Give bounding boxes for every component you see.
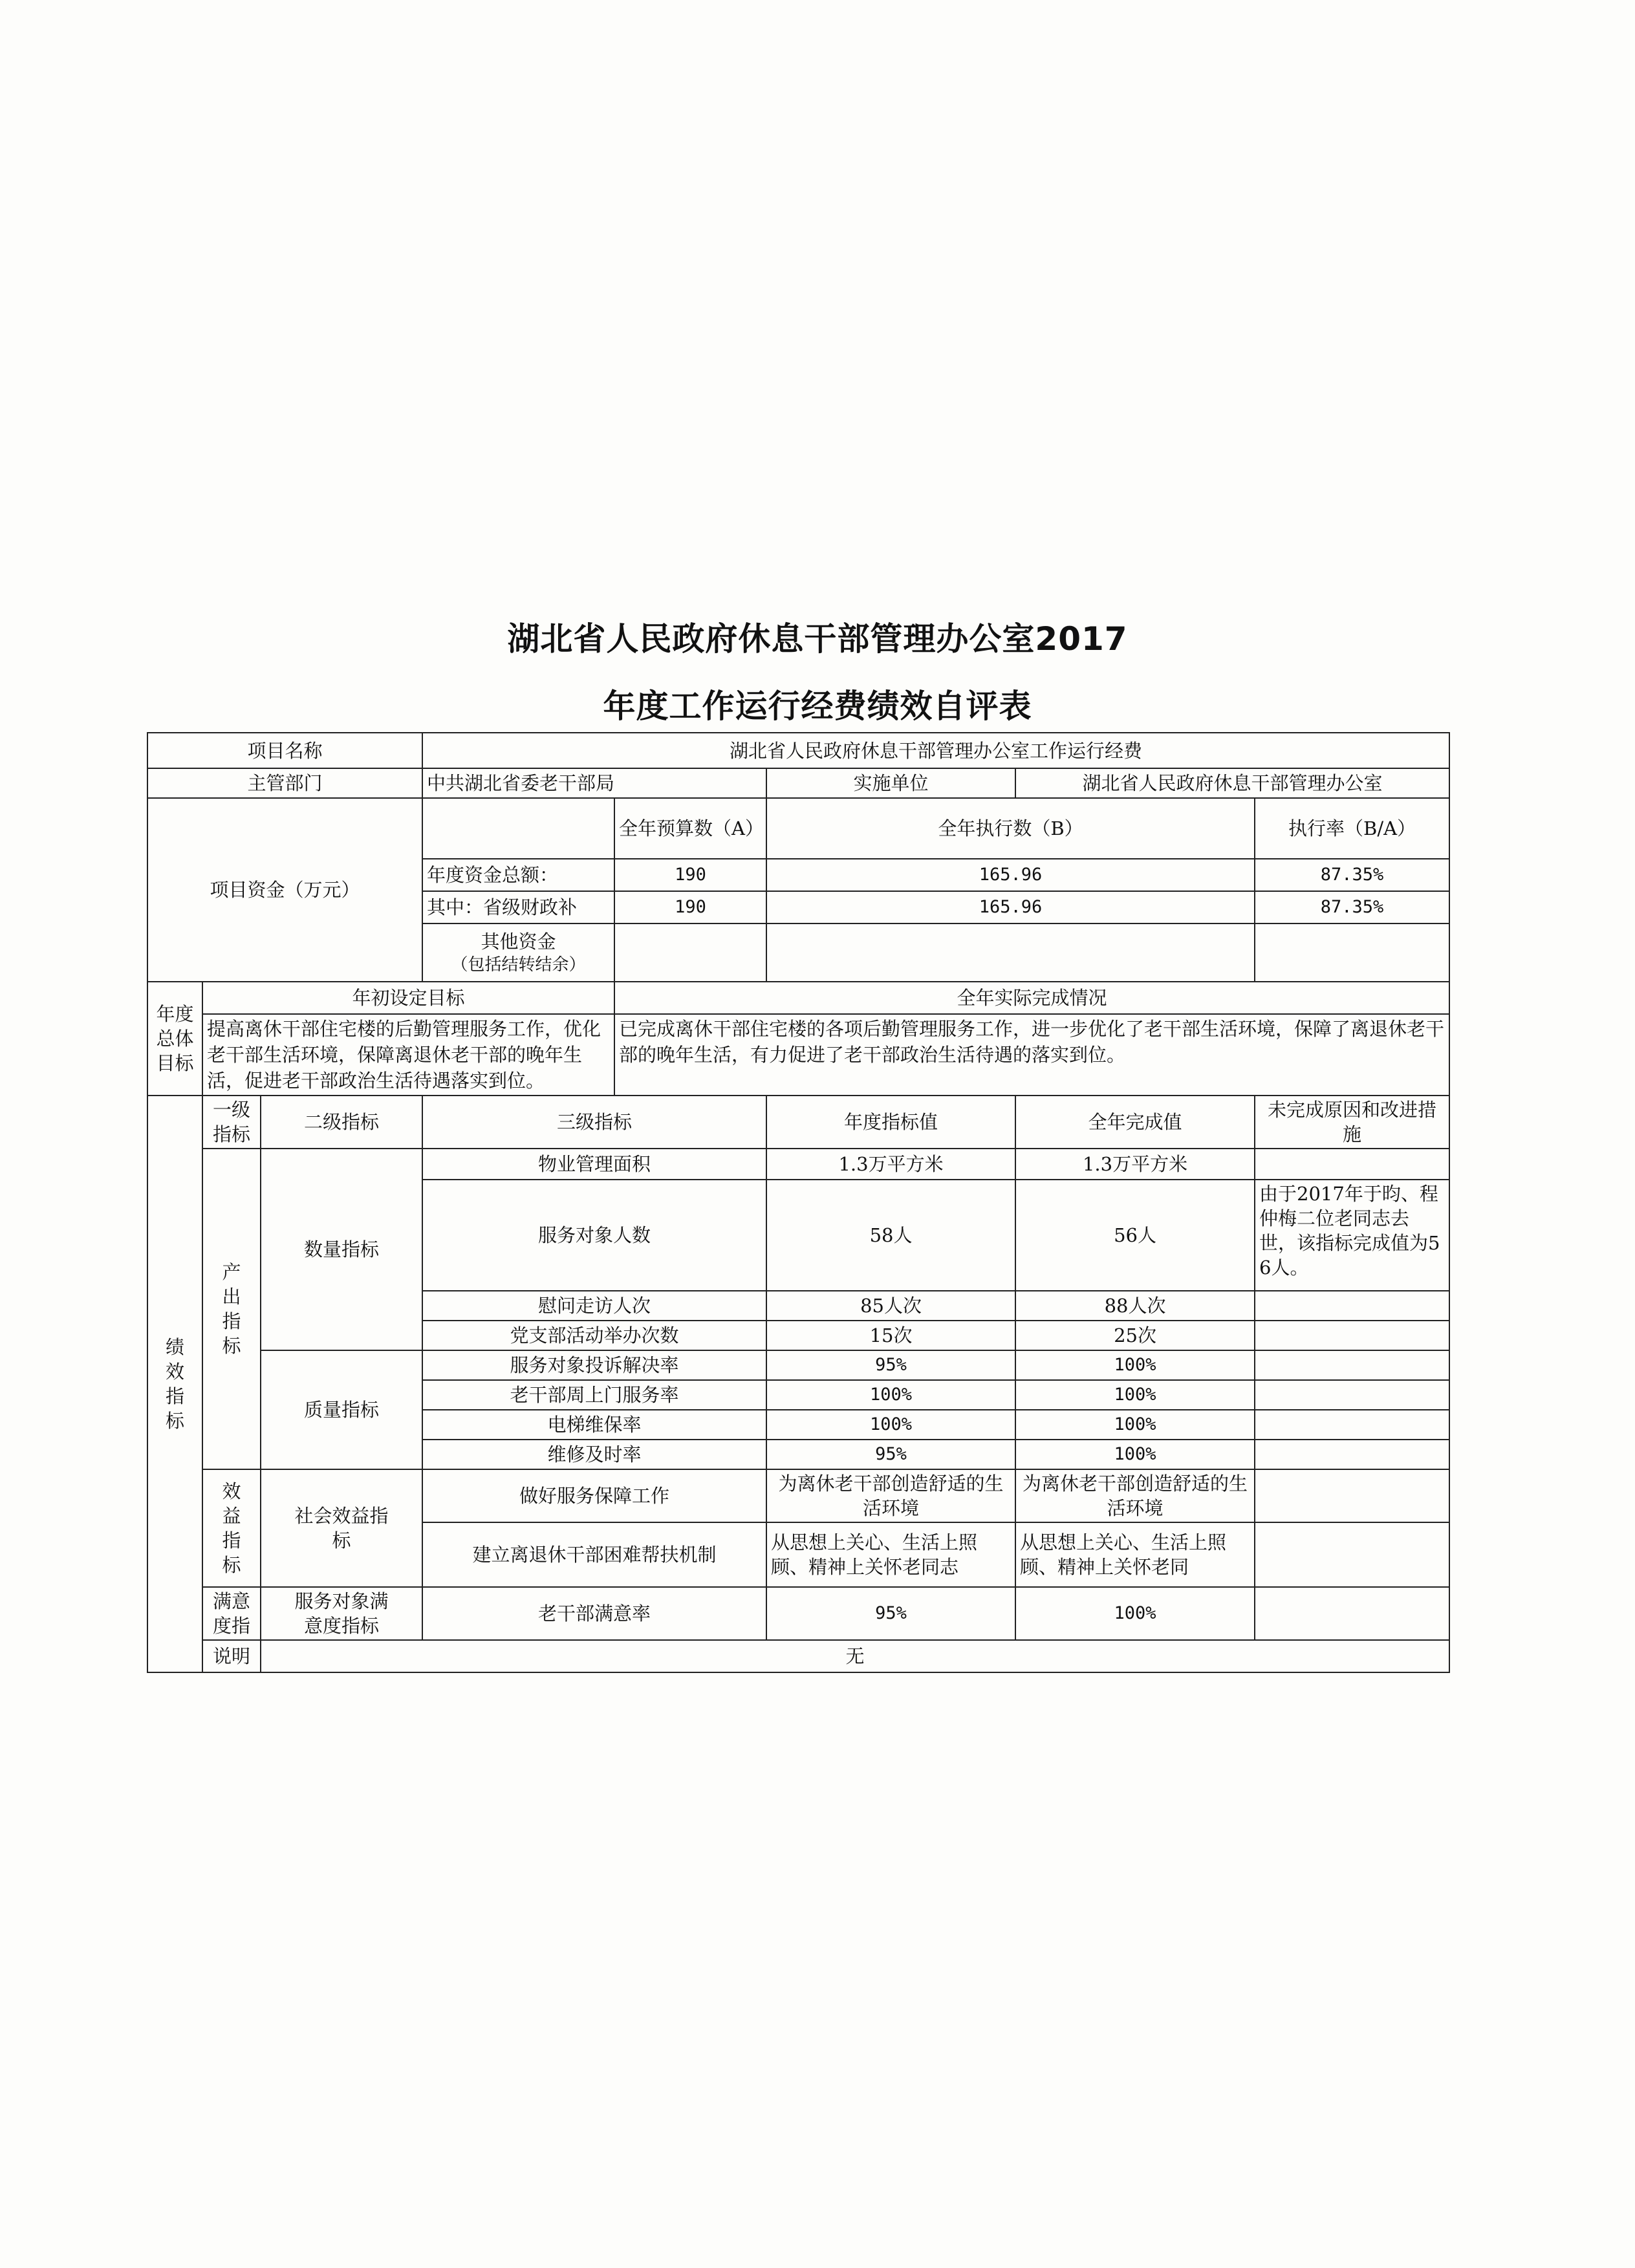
funds-row-rate: 87.35% (1255, 891, 1449, 923)
metric-name: 做好服务保障工作 (422, 1469, 766, 1522)
dept-value: 中共湖北省委老干部局 (422, 768, 766, 798)
goals-header-actual: 全年实际完成情况 (614, 982, 1449, 1014)
funds-row-rate: 87.35% (1255, 859, 1449, 891)
metric-name: 老干部满意率 (422, 1587, 766, 1640)
metric-reason (1255, 1410, 1449, 1440)
perf-header-reason: 未完成原因和改进措施 (1255, 1096, 1449, 1149)
perf-header-target: 年度指标值 (766, 1096, 1015, 1149)
perf-header-l1: 一级指标 (202, 1096, 261, 1149)
metric-target: 95% (766, 1440, 1015, 1469)
metric-done: 100% (1015, 1410, 1255, 1440)
metric-target: 95% (766, 1587, 1015, 1640)
metric-target: 15次 (766, 1321, 1015, 1350)
evaluation-table (147, 732, 1450, 1673)
goals-actual-text: 已完成离休干部住宅楼的各项后勤管理服务工作，进一步优化了老干部生活环境，保障了离退休老干部的晚年生活，有力促进了老干部政治生活待遇的落实到位。 (614, 1014, 1449, 1096)
metric-name: 慰问走访人次 (422, 1291, 766, 1321)
l1-output-label: 产出指标 (202, 1149, 261, 1469)
funds-row-name: 年度资金总额： (422, 859, 614, 891)
metric-done: 100% (1015, 1350, 1255, 1380)
metric-reason (1255, 1149, 1449, 1180)
metric-name: 物业管理面积 (422, 1149, 766, 1180)
funds-row-rate (1255, 923, 1449, 982)
metric-reason (1255, 1440, 1449, 1469)
note-value: 无 (261, 1640, 1449, 1672)
metric-target: 85人次 (766, 1291, 1015, 1321)
metric-done: 56人 (1015, 1180, 1255, 1291)
l1-satisfaction-label: 满意度指 (202, 1587, 261, 1640)
perf-header-l3: 三级指标 (422, 1096, 766, 1149)
other-funds-label: 其他资金 (481, 931, 556, 953)
metric-name: 维修及时率 (422, 1440, 766, 1469)
funds-row-budget: 190 (614, 891, 766, 923)
l2-satisfaction-label: 服务对象满意度指标 (261, 1587, 422, 1640)
perf-header-done: 全年完成值 (1015, 1096, 1255, 1149)
metric-target: 100% (766, 1380, 1015, 1410)
metric-reason (1255, 1587, 1449, 1640)
funds-label: 项目资金（万元） (147, 798, 422, 982)
funds-row-name (422, 923, 614, 982)
l2-social-label: 社会效益指标 (261, 1469, 422, 1587)
metric-done: 100% (1015, 1440, 1255, 1469)
goals-header-set: 年初设定目标 (202, 982, 614, 1014)
metric-done: 88人次 (1015, 1291, 1255, 1321)
metric-done: 100% (1015, 1587, 1255, 1640)
funds-header-blank (422, 798, 614, 859)
metric-target: 为离休老干部创造舒适的生活环境 (766, 1469, 1015, 1522)
metric-target: 58人 (766, 1180, 1015, 1291)
metric-reason: 由于2017年于昀、程仲梅二位老同志去世，该指标完成值为56人。 (1255, 1180, 1449, 1291)
metric-name: 老干部周上门服务率 (422, 1380, 766, 1410)
metric-done: 100% (1015, 1380, 1255, 1410)
metric-reason (1255, 1350, 1449, 1380)
metric-name: 党支部活动举办次数 (422, 1321, 766, 1350)
metric-done: 为离休老干部创造舒适的生活环境 (1015, 1469, 1255, 1522)
metric-reason (1255, 1291, 1449, 1321)
metric-done: 25次 (1015, 1321, 1255, 1350)
metric-done: 从思想上关心、生活上照顾、精神上关怀老同 (1015, 1522, 1255, 1587)
l1-benefit-label: 效益指标 (202, 1469, 261, 1587)
other-funds-note: （包括结转结余） (451, 955, 586, 975)
metric-target: 从思想上关心、生活上照顾、精神上关怀老同志 (766, 1522, 1015, 1587)
funds-header-budget: 全年预算数（A） (614, 798, 766, 859)
goals-label: 年度总体目标 (147, 982, 202, 1096)
funds-row-exec: 165.96 (766, 891, 1255, 923)
funds-header-rate: 执行率（B/A） (1255, 798, 1449, 859)
impl-unit-value: 湖北省人民政府休息干部管理办公室 (1015, 768, 1449, 798)
metric-reason (1255, 1469, 1449, 1522)
metric-name: 服务对象投诉解决率 (422, 1350, 766, 1380)
metric-target: 95% (766, 1350, 1015, 1380)
metric-reason (1255, 1321, 1449, 1350)
metric-name: 建立离退休干部困难帮扶机制 (422, 1522, 766, 1587)
metric-reason (1255, 1522, 1449, 1587)
funds-row-budget: 190 (614, 859, 766, 891)
funds-row-budget (614, 923, 766, 982)
metric-name: 电梯维保率 (422, 1410, 766, 1440)
l2-quantity-label: 数量指标 (261, 1149, 422, 1350)
funds-row-exec (766, 923, 1255, 982)
impl-unit-label: 实施单位 (766, 768, 1015, 798)
metric-done: 1.3万平方米 (1015, 1149, 1255, 1180)
project-name-value: 湖北省人民政府休息干部管理办公室工作运行经费 (422, 733, 1449, 768)
metric-target: 100% (766, 1410, 1015, 1440)
title-line-1: 湖北省人民政府休息干部管理办公室2017 (507, 620, 1128, 658)
funds-row-name: 其中：省级财政补 (422, 891, 614, 923)
l2-quality-label: 质量指标 (261, 1350, 422, 1469)
title-line-2: 年度工作运行经费绩效自评表 (603, 687, 1032, 725)
note-label: 说明 (202, 1640, 261, 1672)
perf-header-l2: 二级指标 (261, 1096, 422, 1149)
funds-row-exec: 165.96 (766, 859, 1255, 891)
metric-reason (1255, 1380, 1449, 1410)
perf-label: 绩效指标 (147, 1096, 202, 1672)
metric-name: 服务对象人数 (422, 1180, 766, 1291)
metric-target: 1.3万平方米 (766, 1149, 1015, 1180)
project-name-label: 项目名称 (147, 733, 422, 768)
goals-set-text: 提高离休干部住宅楼的后勤管理服务工作，优化老干部生活环境，保障离退休老干部的晚年生活，促进老干部政治生活待遇落实到位。 (202, 1014, 614, 1096)
funds-header-exec: 全年执行数（B） (766, 798, 1255, 859)
dept-label: 主管部门 (147, 768, 422, 798)
